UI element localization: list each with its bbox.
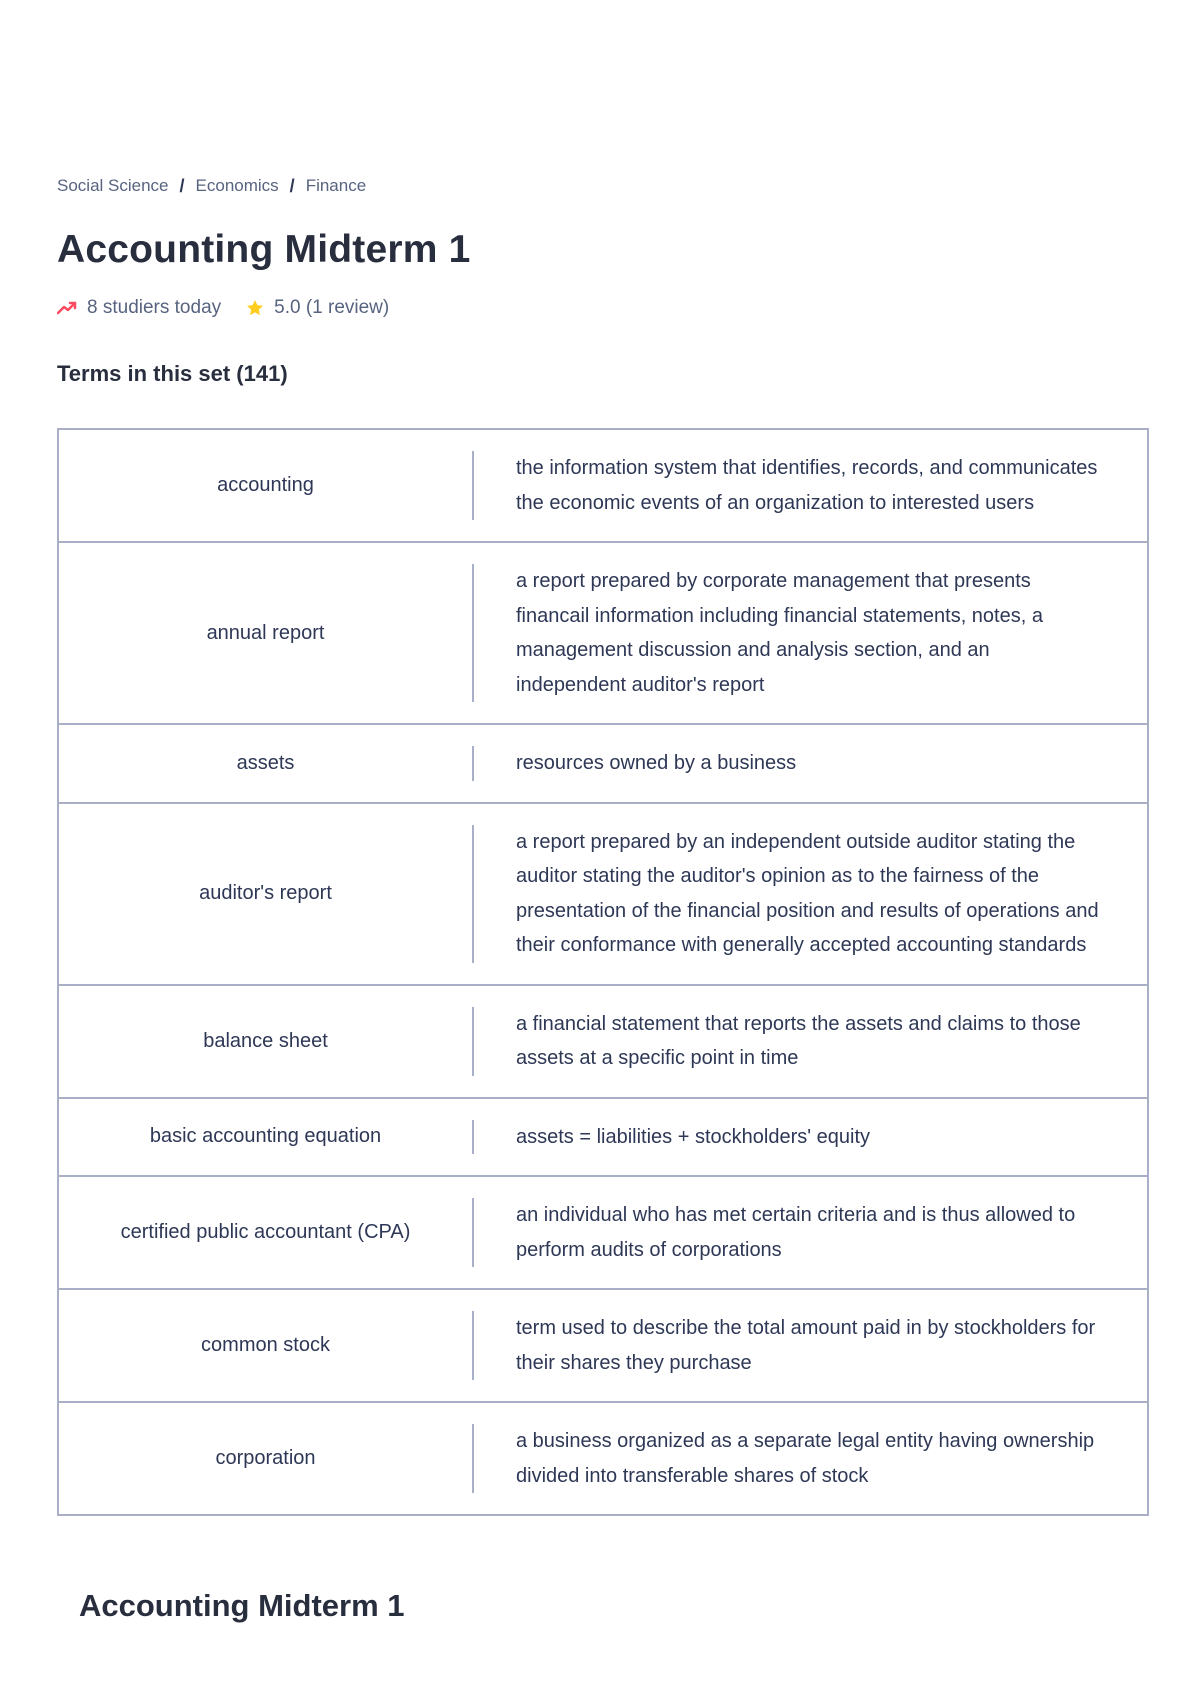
star-icon [245, 298, 265, 318]
breadcrumb-separator: / [289, 175, 295, 196]
breadcrumb-economics[interactable]: Economics [195, 176, 279, 195]
breadcrumb-social-science[interactable]: Social Science [57, 176, 169, 195]
term-word: certified public accountant (CPA) [59, 1198, 474, 1267]
term-definition: a report prepared by corporate management that presents financail information including financial statements, notes, a management discussion and analysis section, and an independent auditor's report [516, 570, 1043, 696]
breadcrumb-separator: / [179, 175, 185, 196]
term-row [59, 1099, 1147, 1178]
term-definition: assets = liabilities + stockholders' equity [516, 1125, 870, 1148]
term-row [59, 543, 1147, 725]
term-definition: a report prepared by an independent outside auditor stating the auditor stating the auditor's opinion as to the fairness of the presentation of the financial position and results of operations and their conformance with generally accepted accounting standards [516, 830, 1099, 956]
term-row [59, 986, 1147, 1099]
studiers-count: 8 studiers today [87, 297, 222, 318]
term-word: common stock [59, 1311, 474, 1380]
term-row [59, 1290, 1147, 1403]
trending-icon [57, 301, 77, 315]
term-word: assets [59, 746, 474, 781]
term-definition: a business organized as a separate legal entity having ownership divided into transferable shares of stock [516, 1430, 1095, 1487]
header-section [57, 174, 1149, 409]
term-word: corporation [59, 1424, 474, 1493]
term-row [59, 804, 1147, 986]
term-definition: the information system that identifies, records, and communicates the economic events of an organization to interested users [516, 457, 1098, 514]
breadcrumb [57, 174, 1149, 198]
term-row [59, 1177, 1147, 1290]
term-definition: a financial statement that reports the assets and claims to those assets at a specific point in time [516, 1012, 1081, 1069]
term-word: annual report [59, 564, 474, 702]
term-row [59, 430, 1147, 543]
set-stats [57, 294, 1149, 322]
terms-table [57, 428, 1149, 1516]
terms-table-viewport [57, 428, 1149, 1562]
term-definition: an individual who has met certain criteria and is thus allowed to perform audits of corporations [516, 1204, 1076, 1261]
term-definition: term used to describe the total amount paid in by stockholders for their shares they purchase [516, 1317, 1096, 1374]
term-word: accounting [59, 451, 474, 520]
footer-title: Accounting Midterm 1 [79, 1588, 405, 1623]
terms-heading: Terms in this set (141) [57, 361, 288, 386]
term-word: auditor's report [59, 825, 474, 963]
term-definition: resources owned by a business [516, 752, 797, 774]
term-word: basic accounting equation [59, 1120, 474, 1155]
rating-stat[interactable] [221, 297, 389, 319]
term-row [59, 1403, 1147, 1516]
rating-value: 5.0 (1 review) [274, 297, 390, 318]
studiers-stat [57, 297, 221, 319]
term-row [59, 725, 1147, 804]
term-word: balance sheet [59, 1007, 474, 1076]
page-title: Accounting Midterm 1 [57, 228, 471, 271]
breadcrumb-finance[interactable]: Finance [305, 176, 367, 195]
